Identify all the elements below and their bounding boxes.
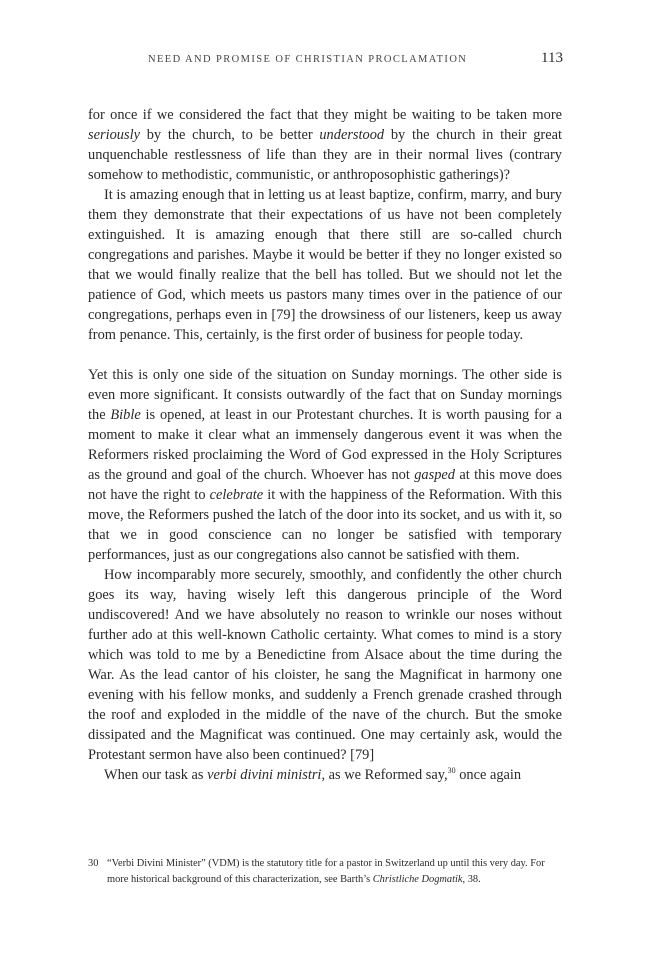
text-run: it with the happiness of the Reformation. With this move, the Reformers pushed the latch of the door into its socket, and us with it, so that we in good conscience can no longer be satisfied with temporary performances, just as our congregations also cannot be satisfied with them.: [88, 487, 562, 563]
text-run: by the church in their great unquenchable restlessness of life than they are in their normal lives (contrary somehow to methodistic, communistic, or anthroposophistic gatherings)?: [88, 127, 562, 183]
italic-text: seriously: [88, 127, 140, 143]
text-run: How incomparably more securely, smoothly, and confidently the other church goes its way, having wisely left this dangerous principle of the Word undiscovered! And we have absolutely no reason to wrinkle our noses without further ado at this well-known Catholic certainty. What comes to mind is a story which was told to me by a Benedictine from Alsace about the time during the War. As the lead cantor of his cloister, he sang the Magnificat in harmony one evening with his fellow monks, and suddenly a French grenade crashed through the roof and exploded in the middle of the nave of the church. But the smoke dissipated and the Magnificat was continued. One may certainly ask, would the Protestant sermon have also been continued? [79]: [88, 567, 562, 763]
text-run: for once if we considered the fact that they might be waiting to be taken more: [88, 107, 562, 123]
paragraph: [88, 365, 562, 565]
text-run: “Verbi Divini Minister” (VDM) is the statutory title for a pastor in Switzerland up until this very day. For more historical background of this characterization, see Barth’s: [107, 858, 545, 885]
italic-text: understood: [319, 127, 385, 143]
text-run: at this move does not have the right to: [88, 467, 562, 503]
italic-text: Bible: [110, 407, 141, 423]
text-run: , as we Reformed say,: [321, 767, 448, 783]
text-run: Yet this is only one side of the situation on Sunday mornings. The other side is even more significant. It consists outwardly of the fact that on Sunday mornings the: [88, 367, 562, 423]
text-run: by the church, to be better: [139, 127, 320, 143]
footnote: [88, 856, 562, 888]
text-run: , 38.: [462, 874, 481, 885]
text-run: When our task as: [104, 767, 208, 783]
text-run: once again: [455, 767, 522, 783]
text-run: is opened, at least in our Protestant churches. It is worth pausing for a moment to make it clear what an immensely dangerous event it was when the Reformers risked proclaiming the Word of God expressed in the Holy Scriptures as the ground and goal of the church. Whoever has not: [88, 407, 562, 483]
running-head: NEED AND PROMISE OF CHRISTIAN PROCLAMATION: [148, 54, 468, 65]
page-number: 113: [541, 50, 563, 66]
footnote-ref[interactable]: 30: [447, 766, 456, 776]
italic-text: verbi divini ministri: [207, 767, 322, 783]
paragraph: [88, 565, 562, 765]
body-text: [88, 105, 562, 785]
italic-text: Christliche Dogmatik: [372, 874, 463, 885]
paragraph: [88, 105, 562, 185]
italic-text: celebrate: [209, 487, 264, 503]
text-run: It is amazing enough that in letting us at least baptize, confirm, marry, and bury them they demonstrate that their expectations of us have not been completely extinguished. It is amazing enough that there still are so-called church congregations and parishes. Maybe it would be better if they no longer existed so that we would finally realize that the bell has tolled. But we should not let the patience of God, which meets us pastors many times over in the patience of our congregations, perhaps even in [79] the drowsiness of our listeners, keep us away from penance. This, certainly, is the first order of business for people today.: [88, 187, 562, 343]
italic-text: gasped: [414, 467, 456, 483]
paragraph: [88, 185, 562, 345]
page-header: [148, 50, 563, 67]
footnote-number: 30: [88, 858, 99, 869]
paragraph: [88, 765, 562, 785]
footnote-text: [107, 856, 562, 888]
